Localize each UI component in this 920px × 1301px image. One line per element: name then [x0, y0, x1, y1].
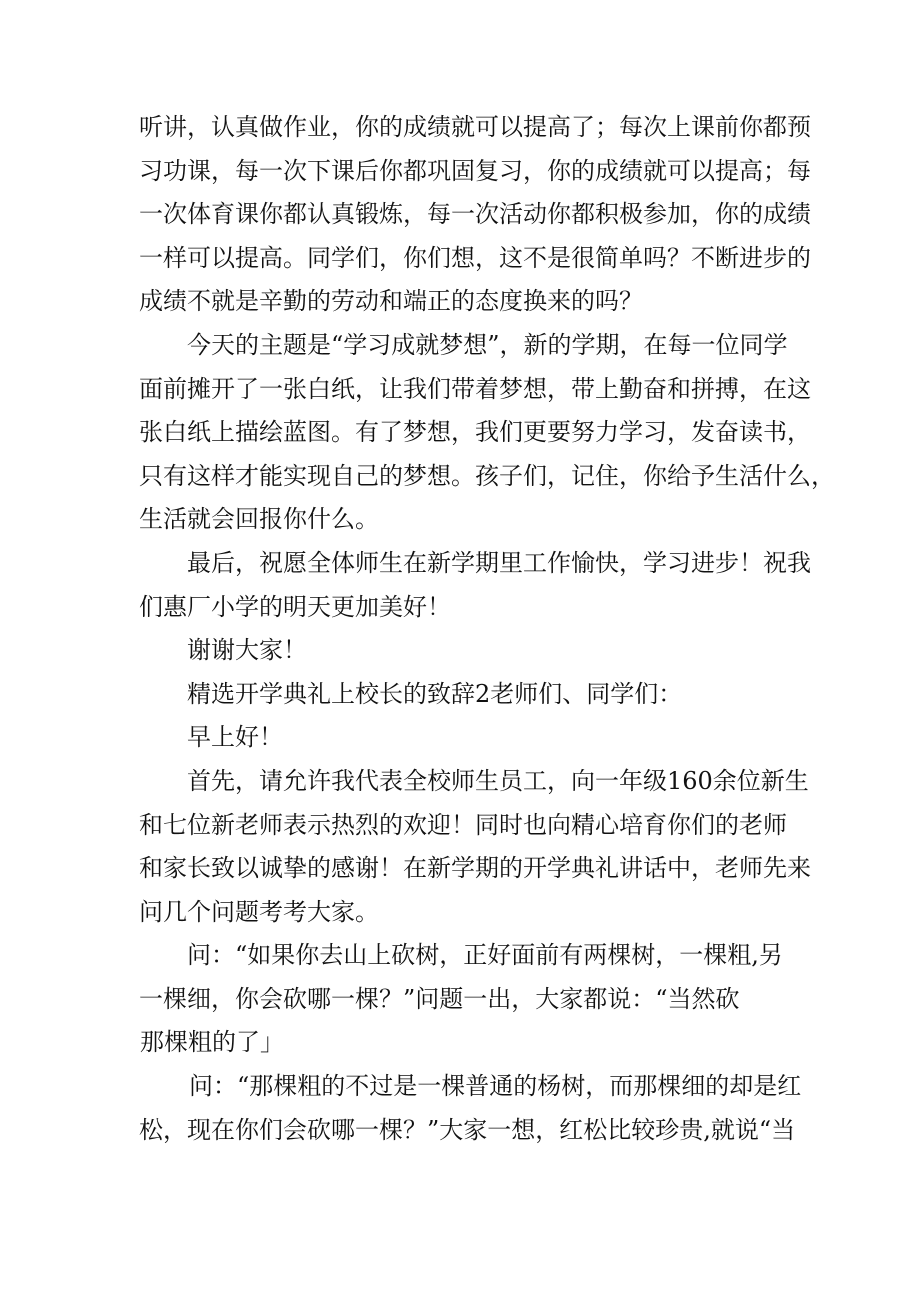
text-line: 们惠厂小学的明天更加美好！	[139, 592, 451, 621]
text-line: 习功课，每一次下课后你都巩固复习，你的成绩就可以提高；每	[139, 156, 811, 185]
text-line: 一棵细，你会砍哪一棵？”问题一出，大家都说：“当然砍	[139, 984, 740, 1013]
paragraph-start-line: 首先，请允许我代表全校师生员工，向一年级160余位新生	[187, 766, 809, 795]
text-line: 和七位新老师表示热烈的欢迎！同时也向精心培育你们的老师	[139, 810, 787, 839]
text-line: 生活就会回报你什么。	[139, 505, 379, 534]
paragraph-start-line: 问：“如果你去山上砍树，正好面前有两棵树，一棵粗,另	[187, 941, 783, 970]
paragraph-start-line: 问：“那棵粗的不过是一棵普通的杨树，而那棵细的却是红	[189, 1072, 802, 1101]
paragraph-start-line: 谢谢大家！	[187, 636, 307, 665]
text-line: 一次体育课你都认真锻炼，每一次活动你都积极参加，你的成绩	[139, 200, 811, 229]
paragraph-start-line: 今天的主题是“学习成就梦想”，新的学期，在每一位同学	[187, 330, 788, 359]
text-line: 那棵粗的了」	[140, 1028, 284, 1057]
text-line: 一样可以提高。同学们，你们想，这不是很简单吗？不断进步的	[139, 243, 811, 272]
text-line: 听讲，认真做作业，你的成绩就可以提高了；每次上课前你都预	[139, 113, 811, 141]
paragraph-start-line: 精选开学典礼上校长的致辞2老师们、同学们：	[187, 679, 683, 708]
text-line: 只有这样才能实现自己的梦想。孩子们，记住，你给予生活什么，	[139, 461, 835, 490]
text-line: 张白纸上描绘蓝图。有了梦想，我们更要努力学习，发奋读书，	[139, 418, 811, 447]
text-line: 问几个问题考考大家。	[139, 897, 379, 926]
text-line: 和家长致以诚挚的感谢！在新学期的开学典礼讲话中，老师先来	[139, 854, 811, 883]
paragraph-start-line: 早上好！	[187, 723, 283, 752]
text-line: 面前摊开了一张白纸，让我们带着梦想，带上勤奋和拼搏，在这	[139, 374, 811, 403]
text-line: 成绩不就是辛勤的劳动和端正的态度换来的吗？	[139, 287, 643, 316]
paragraph-start-line: 最后，祝愿全体师生在新学期里工作愉快，学习进步！祝我	[187, 548, 811, 577]
text-line: 松，现在你们会砍哪一棵？”大家一想，红松比较珍贵,就说“当	[139, 1115, 796, 1144]
document-body	[139, 106, 835, 1152]
